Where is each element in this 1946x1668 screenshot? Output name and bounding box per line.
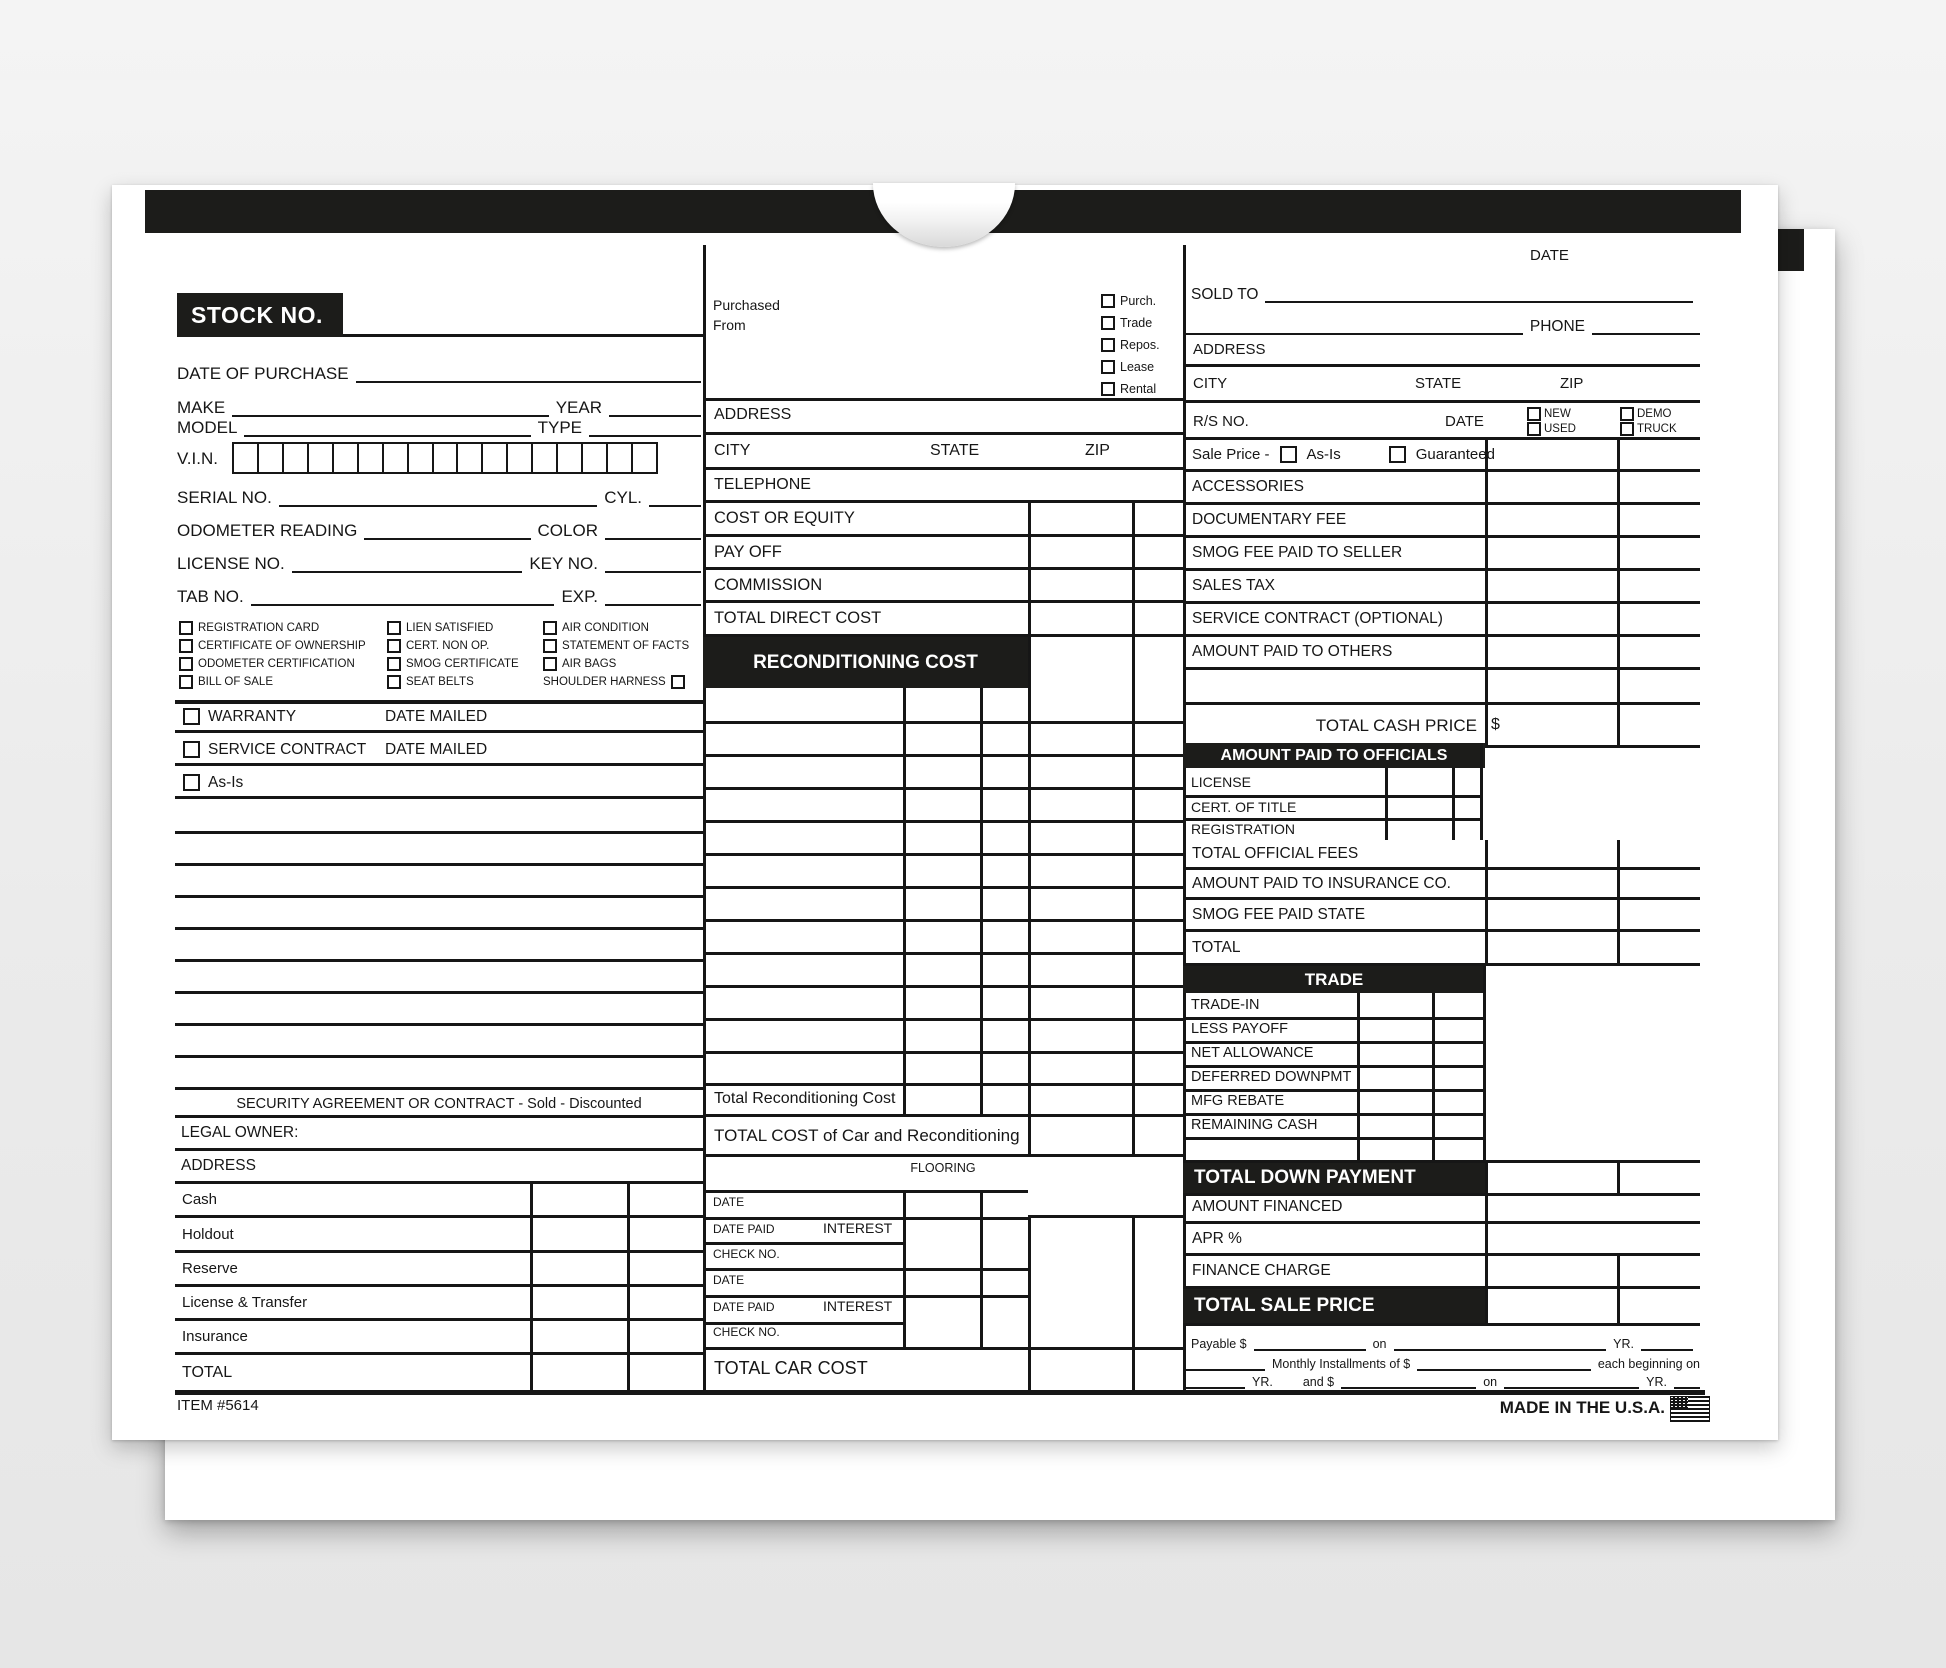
checkbox-icon [543, 621, 557, 635]
blank-line [1183, 1387, 1245, 1389]
deal-jacket-front [112, 185, 1778, 1440]
total-cash-price-row [1183, 705, 1700, 748]
checkbox-icon [543, 639, 557, 653]
cash-row: Cash [175, 1184, 703, 1218]
trade-grid-line [1183, 1017, 1483, 1020]
deferred-downpmt-row: DEFERRED DOWNPMT [1191, 1069, 1352, 1085]
rs-date-label: DATE [1445, 413, 1484, 430]
checkbox-icon [1620, 422, 1634, 436]
cents-column-line [1617, 440, 1620, 748]
checkbox-icon [1389, 446, 1406, 463]
trade-grid-line [1183, 1137, 1483, 1140]
date-of-purchase-label: DATE OF PURCHASE [177, 364, 349, 384]
blank-writing-line [175, 895, 703, 898]
rs-no-label: R/S NO. [1193, 413, 1249, 430]
blank-line [649, 505, 701, 507]
recon-grid-line [703, 985, 1183, 988]
made-in-usa-label: MADE IN THE U.S.A. [1499, 1398, 1665, 1417]
checklist-item: SHOULDER HARNESS [543, 673, 689, 691]
security-agreement-row: SECURITY AGREEMENT OR CONTRACT - Sold - Discounted [175, 1090, 703, 1118]
checklist-item: SMOG CERTIFICATE [387, 655, 519, 673]
officials-grid-line [1183, 795, 1480, 798]
cents-column-line [1617, 1160, 1620, 1193]
accessories-row: ACCESSORIES [1183, 472, 1700, 505]
license-transfer-row: License & Transfer [175, 1287, 703, 1321]
document-checklist-col1 [179, 619, 366, 691]
checkbox-icon [543, 657, 557, 671]
blank-writing-line [175, 1023, 703, 1026]
trade-grid-line [1183, 1113, 1483, 1116]
checklist-item: CERT. NON OP. [387, 637, 519, 655]
total-cash-price-label: TOTAL CASH PRICE [1315, 716, 1477, 735]
date-mailed-label: DATE MAILED [385, 740, 488, 758]
apr-row: APR % [1183, 1224, 1700, 1256]
buyer-address-row: ADDRESS [1183, 335, 1700, 367]
amount-paid-insurance-row: AMOUNT PAID TO INSURANCE CO. [1183, 870, 1700, 900]
smog-fee-seller-row: SMOG FEE PAID TO SELLER [1183, 538, 1700, 571]
flooring-column-line [903, 1190, 906, 1347]
purchased-address-row: ADDRESS [703, 398, 1183, 435]
payable-line-3: YR. and $ on YR. [1183, 1369, 1700, 1389]
as-is-label: As-Is [208, 773, 244, 791]
blank-line [605, 571, 701, 573]
checkbox-icon [1280, 446, 1297, 463]
checkbox-icon [387, 621, 401, 635]
recon-column-line [980, 688, 983, 1117]
checkbox-icon [1101, 360, 1115, 374]
flooring-check-no-label: CHECK NO. [713, 1325, 780, 1339]
blank-line [292, 571, 523, 573]
unit-type-col2 [1620, 406, 1677, 436]
checklist-item: LIEN SATISFIED [387, 619, 519, 637]
blank-line [605, 604, 701, 606]
officials-column-line [1480, 743, 1483, 840]
recon-grid-line [703, 919, 1183, 922]
blank-writing-line [175, 991, 703, 994]
flooring-interest-label: INTEREST [823, 1220, 893, 1236]
legal-owner-row: LEGAL OWNER: [175, 1118, 703, 1151]
purchased-city-row: CITY STATE ZIP [703, 435, 1183, 470]
make-label: MAKE [177, 398, 226, 418]
amount-paid-officials-header: AMOUNT PAID TO OFFICIALS [1183, 743, 1485, 768]
amount-paid-others-row: AMOUNT PAID TO OTHERS [1183, 637, 1700, 670]
total-cost-car-recon-row: TOTAL COST of Car and Reconditioning [703, 1117, 1183, 1157]
blank-writing-line [175, 959, 703, 962]
amount-column-line [1485, 1160, 1488, 1323]
mfg-rebate-row: MFG REBATE [1191, 1093, 1285, 1109]
unit-type-col1 [1527, 406, 1576, 436]
unit-item: TRUCK [1620, 421, 1677, 436]
recon-grid-line [703, 1018, 1183, 1021]
trade-grid-line [1183, 1041, 1483, 1044]
checkbox-icon [1101, 294, 1115, 308]
date-of-purchase-row [177, 357, 701, 383]
blank-line [605, 538, 701, 540]
unit-item: DEMO [1620, 406, 1677, 421]
color-label: COLOR [537, 521, 598, 541]
year-label: YEAR [555, 398, 602, 418]
flooring-date-paid-label: DATE PAID [713, 1300, 775, 1314]
registration-row: REGISTRATION [1191, 821, 1295, 837]
flooring-check-no-label: CHECK NO. [713, 1247, 780, 1261]
exp-label: EXP. [561, 587, 598, 607]
sale-price-label: Sale Price - [1192, 446, 1270, 463]
trade-grid-line [1183, 1065, 1483, 1068]
tab-no-label: TAB NO. [177, 587, 244, 607]
source-item: Trade [1101, 313, 1160, 333]
sold-to-label: SOLD TO [1191, 285, 1259, 303]
trade-grid-line [1183, 1089, 1483, 1092]
payable-line-1: Payable $ on YR. [1191, 1331, 1693, 1351]
recon-grid-line [703, 853, 1183, 856]
blank-line [279, 505, 597, 507]
checklist-item: ODOMETER CERTIFICATION [179, 655, 366, 673]
type-label: TYPE [537, 418, 582, 438]
flooring-date-label: DATE [713, 1195, 745, 1209]
guaranteed-label: Guaranteed [1415, 446, 1495, 463]
pay-off-row: PAY OFF [703, 537, 1183, 570]
finance-charge-row: FINANCE CHARGE [1183, 1256, 1700, 1289]
recon-grid-line [703, 787, 1183, 790]
source-item: Rental [1101, 379, 1160, 399]
checkbox-icon [1527, 422, 1541, 436]
service-contract-label: SERVICE CONTRACT [208, 740, 367, 758]
source-item: Purch. [1101, 291, 1160, 311]
checklist-item: AIR CONDITION [543, 619, 689, 637]
checkbox-icon [1101, 382, 1115, 396]
checkbox-icon [179, 657, 193, 671]
cents-column-line [1617, 1256, 1620, 1323]
cents-column-line [1132, 503, 1135, 1157]
insurance-row: Insurance [175, 1321, 703, 1355]
reserve-row: Reserve [175, 1253, 703, 1287]
cert-of-title-row: CERT. OF TITLE [1191, 798, 1297, 815]
blank-line [364, 538, 530, 540]
recon-grid-line [703, 1051, 1183, 1054]
amount-column-line [1028, 503, 1031, 1157]
warranty-label: WARRANTY [208, 707, 297, 725]
source-item: Lease [1101, 357, 1160, 377]
total-sale-price-header: TOTAL SALE PRICE [1183, 1289, 1485, 1323]
cost-or-equity-row: COST OR EQUITY [703, 503, 1183, 537]
recon-grid-line [703, 754, 1183, 757]
model-type-row [177, 411, 701, 437]
row-line [1183, 1323, 1700, 1326]
less-payoff-row: LESS PAYOFF [1191, 1021, 1288, 1037]
recon-grid-line [703, 721, 1183, 724]
thumb-notch [873, 183, 1015, 247]
warranty-row [175, 703, 703, 733]
rs-no-row [1183, 403, 1700, 440]
officials-grid-line [1183, 818, 1480, 821]
remaining-cash-row: REMAINING CASH [1191, 1117, 1318, 1133]
flooring-date-paid-label: DATE PAID [713, 1222, 775, 1236]
amount-column-line [530, 1184, 533, 1390]
total-car-cost-row: TOTAL CAR COST [714, 1358, 868, 1378]
blank-line [356, 381, 701, 383]
serial-no-label: SERIAL NO. [177, 488, 272, 508]
checkbox-icon [1101, 338, 1115, 352]
checkbox-icon [179, 675, 193, 689]
cyl-label: CYL. [604, 488, 642, 508]
source-item: Repos. [1101, 335, 1160, 355]
blank-line [251, 604, 555, 606]
service-contract-optional-row: SERVICE CONTRACT (OPTIONAL) [1183, 604, 1700, 637]
checkbox-icon [183, 708, 200, 725]
unit-item: USED [1527, 421, 1576, 436]
vin-label: V.I.N. [177, 449, 218, 468]
reconditioning-cost-header: RECONDITIONING COST [703, 637, 1028, 688]
cents-column-line [1617, 840, 1620, 966]
blank-line [1504, 1387, 1639, 1389]
payable-line-2: Monthly Installments of $ each beginning on [1183, 1351, 1700, 1371]
trade-column-line [1483, 966, 1486, 1160]
unit-item: NEW [1527, 406, 1576, 421]
checklist-item: CERTIFICATE OF OWNERSHIP [179, 637, 366, 655]
checkbox-icon [183, 774, 200, 791]
blank-fee-row [1183, 670, 1700, 705]
checklist-item: BILL OF SALE [179, 673, 366, 691]
sales-tax-row: SALES TAX [1183, 571, 1700, 604]
sold-to-row [1191, 277, 1693, 303]
odometer-label: ODOMETER READING [177, 521, 358, 541]
license-key-row [177, 547, 701, 573]
phone-label: PHONE [1529, 317, 1585, 335]
flooring-label: FLOORING [910, 1161, 976, 1175]
recon-grid-line [703, 886, 1183, 889]
sale-price-row [1183, 440, 1700, 472]
recon-grid-line [703, 952, 1183, 955]
recon-column-line [903, 688, 906, 1117]
flooring-date-label: DATE [713, 1273, 745, 1287]
cents-column-line [627, 1184, 630, 1390]
holdout-row: Holdout [175, 1218, 703, 1253]
blank-writing-line [175, 831, 703, 834]
checkbox-icon [1527, 407, 1541, 421]
license-no-label: LICENSE NO. [177, 554, 285, 574]
officials-total-row: TOTAL [1183, 932, 1700, 966]
trade-column-line [1357, 993, 1360, 1160]
stock-no-header: STOCK NO. [177, 293, 343, 337]
checkbox-icon [671, 675, 685, 689]
checkbox-icon [1101, 316, 1115, 330]
blank-line [1265, 301, 1693, 303]
key-no-label: KEY NO. [529, 554, 598, 574]
checklist-item: STATEMENT OF FACTS [543, 637, 689, 655]
documentary-fee-row: DOCUMENTARY FEE [1183, 505, 1700, 538]
stock-no-line [343, 334, 703, 337]
trade-in-row: TRADE-IN [1191, 997, 1260, 1013]
tab-exp-row [177, 580, 701, 606]
flag-canton [1670, 1396, 1688, 1409]
vin-grid [232, 442, 658, 474]
license-fee-row: LICENSE [1191, 773, 1251, 790]
total-official-fees-row: TOTAL OFFICIAL FEES [1183, 840, 1700, 870]
checklist-item: REGISTRATION CARD [179, 619, 366, 637]
serial-cyl-row [177, 481, 701, 507]
blank-writing-line [175, 863, 703, 866]
total-reconditioning-row: Total Reconditioning Cost [703, 1083, 1183, 1117]
flooring-column-line [980, 1190, 983, 1347]
usa-flag-icon [1670, 1396, 1710, 1422]
total-down-payment-header: TOTAL DOWN PAYMENT [1183, 1163, 1485, 1193]
checklist-item: AIR BAGS [543, 655, 689, 673]
date-label: DATE [1530, 247, 1569, 264]
trade-header: TRADE [1183, 966, 1485, 993]
purchase-source-checkboxes [1101, 291, 1160, 399]
recon-grid-line [703, 820, 1183, 823]
dollar-sign: $ [1491, 716, 1500, 733]
telephone-row: TELEPHONE [703, 470, 1183, 503]
document-checklist-col2 [387, 619, 519, 691]
model-label: MODEL [177, 418, 238, 438]
commission-row: COMMISSION [703, 570, 1183, 603]
buyer-city-row: CITY STATE ZIP [1183, 367, 1700, 403]
total-row: TOTAL [182, 1363, 233, 1381]
checkbox-icon [387, 639, 401, 653]
flooring-grid-line [703, 1242, 903, 1245]
total-direct-cost-row: TOTAL DIRECT COST [703, 603, 1183, 637]
blank-line [1674, 1387, 1700, 1389]
amount-column-line [1485, 440, 1488, 748]
back-sheet-band-tab [1778, 229, 1804, 271]
checkbox-icon [179, 639, 193, 653]
checklist-item: SEAT BELTS [387, 673, 519, 691]
blank-line [1341, 1387, 1476, 1389]
date-mailed-label: DATE MAILED [385, 707, 488, 725]
blank-writing-line [175, 927, 703, 930]
officials-column-line [1452, 768, 1455, 840]
net-allowance-row: NET ALLOWANCE [1191, 1045, 1314, 1061]
blank-line [589, 435, 701, 437]
smog-fee-state-row: SMOG FEE PAID STATE [1183, 900, 1700, 932]
checkbox-icon [1620, 407, 1634, 421]
checkbox-icon [183, 741, 200, 758]
address-row: ADDRESS [175, 1151, 703, 1184]
checkbox-icon [387, 657, 401, 671]
blank-writing-line [175, 1055, 703, 1058]
flooring-grid-line [1028, 1215, 1183, 1218]
odometer-color-row [177, 514, 701, 540]
checkbox-icon [179, 621, 193, 635]
as-is-row [175, 769, 703, 799]
trade-column-line [1432, 993, 1435, 1160]
phone-row [1183, 309, 1700, 335]
purchased-from-label: Purchased From [713, 297, 780, 334]
checkbox-icon [387, 675, 401, 689]
flooring-interest-label: INTEREST [823, 1298, 893, 1314]
service-contract-row [175, 736, 703, 766]
item-number: ITEM #5614 [177, 1397, 259, 1414]
document-checklist-col3 [543, 619, 689, 691]
amount-column-line [1485, 840, 1488, 966]
form-grid [175, 245, 1700, 1417]
amount-financed-row: AMOUNT FINANCED [1183, 1193, 1700, 1224]
as-is-label: As-Is [1306, 446, 1341, 463]
blank-line [244, 435, 530, 437]
officials-column-line [1385, 768, 1388, 840]
form-bottom-rule [175, 1390, 1705, 1395]
